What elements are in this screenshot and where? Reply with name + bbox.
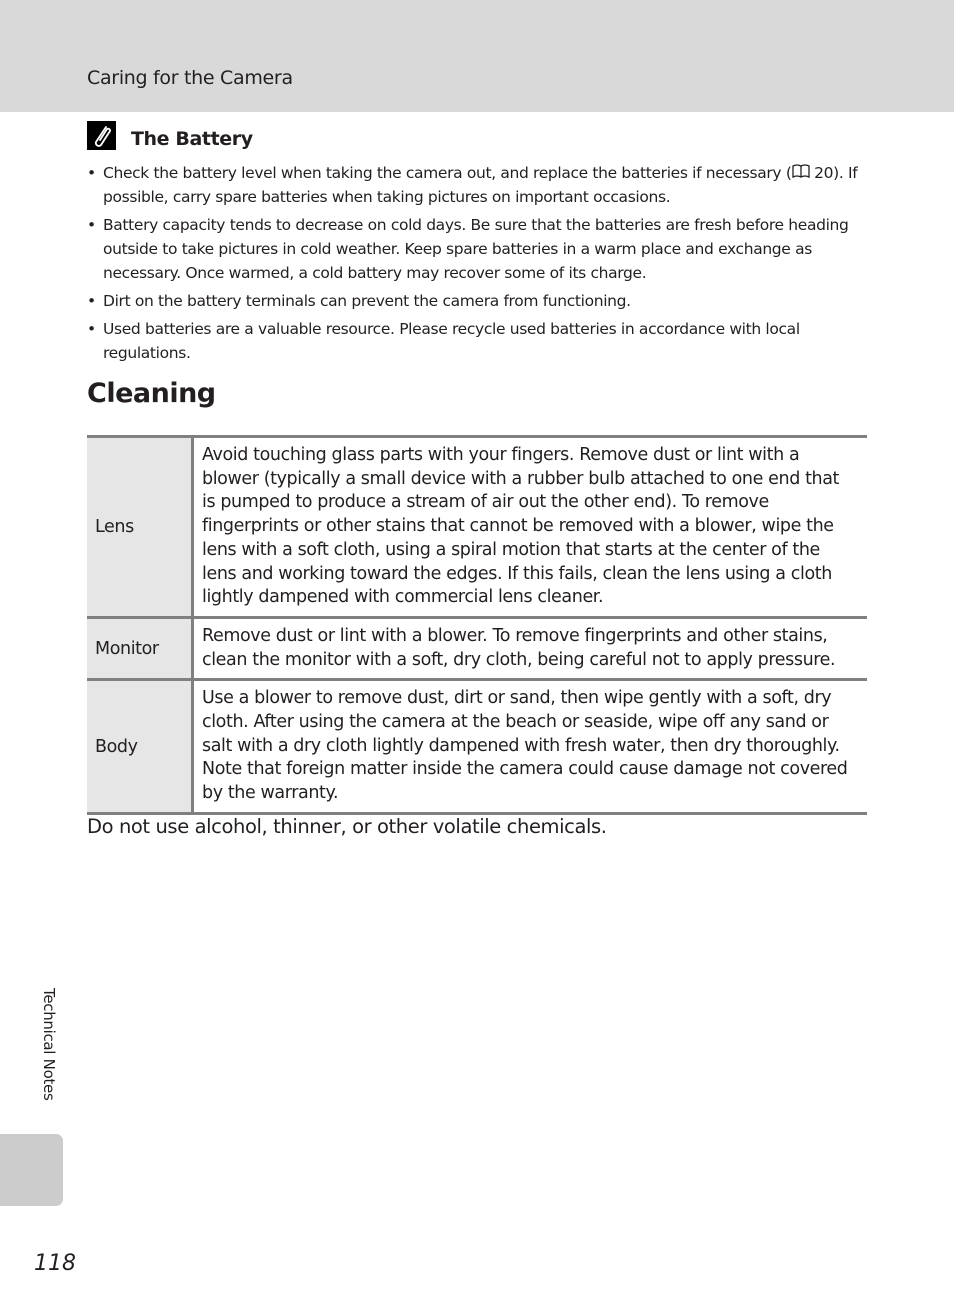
table-row	[87, 680, 867, 814]
header-title: Caring for the Camera	[87, 67, 293, 89]
paperclip-note-icon	[87, 121, 116, 150]
row-description: Remove dust or lint with a blower. To remove fingerprints and other stains, clean the monitor with a soft, dry cloth, being careful not to apply pressure.	[202, 625, 836, 670]
bullet-item: • Battery capacity tends to decrease on cold days. Be sure that the batteries are fresh before heading outside to take pictures in cold weather. Keep spare batteries in a warm place and exchange as necessary. Once warmed, a cold battery may recover some of its charge.	[87, 213, 877, 285]
row-label: Lens	[87, 437, 193, 618]
page-number: 118	[34, 1251, 76, 1276]
row-label: Monitor	[87, 617, 193, 679]
row-label: Body	[87, 680, 193, 814]
cleaning-footnote: Do not use alcohol, thinner, or other volatile chemicals.	[87, 815, 607, 838]
table-row	[87, 437, 867, 618]
row-description: Use a blower to remove dust, dirt or sand, then wipe gently with a soft, dry cloth. After using the camera at the beach or seaside, wipe off any sand or salt with a dry cloth lightly dampened with fresh water, then dry thoroughly. Note that foreign matter inside the camera could cause damage not covered by the warranty.	[202, 688, 848, 804]
side-section-label: Technical Notes	[40, 988, 58, 1101]
book-reference-icon[interactable]	[792, 164, 810, 178]
cleaning-title: Cleaning	[87, 378, 216, 409]
reference-page[interactable]: 20	[814, 164, 834, 182]
battery-note-heading	[87, 121, 253, 150]
bullet-item: • Check the battery level when taking the camera out, and replace the batteries if necessary ( 20). If possible, carry spare batteries when taking pictures on important occasions.	[87, 161, 877, 209]
table-row	[87, 617, 867, 679]
page-header	[0, 0, 954, 112]
side-section-tab	[0, 1134, 63, 1206]
cleaning-table	[87, 435, 867, 815]
bullet-item: • Used batteries are a valuable resource. Please recycle used batteries in accordance with local regulations.	[87, 317, 877, 365]
battery-bullet-list	[87, 161, 877, 369]
battery-note-title: The Battery	[131, 127, 253, 150]
row-description: Avoid touching glass parts with your fingers. Remove dust or lint with a blower (typically a small device with a rubber bulb attached to one end that is pumped to produce a stream of air out the other end). To remove fingerprints or other stains that cannot be removed with a blower, wipe the lens with a soft cloth, using a spiral motion that starts at the center of the lens and working toward the edges. If this fails, clean the lens using a cloth lightly dampened with commercial lens cleaner.	[202, 445, 840, 608]
bullet-item: • Dirt on the battery terminals can prevent the camera from functioning.	[87, 289, 877, 313]
